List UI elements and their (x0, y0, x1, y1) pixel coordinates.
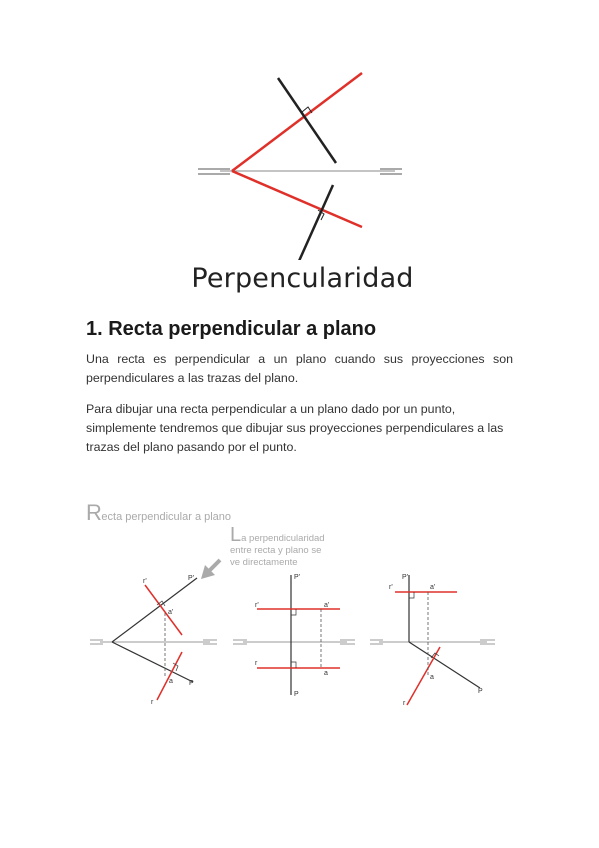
label-r-prime: r' (143, 578, 147, 585)
diagram-descending-plane (370, 574, 495, 707)
figure-note-line2: entre recta y plano se (230, 545, 322, 556)
label-p-prime: P' (188, 575, 195, 582)
note-arrow-icon (201, 560, 220, 579)
perpendicularity-diagram (190, 60, 420, 260)
label-p: P (478, 688, 483, 695)
label-p-prime: P' (294, 574, 301, 581)
label-a-prime: a' (168, 609, 174, 616)
figure-title-rest: ecta perpendicular a plano (101, 511, 232, 523)
label-a: a (430, 674, 434, 681)
figure-note-line1: a perpendicularidad (241, 533, 325, 544)
label-r: r (255, 660, 258, 667)
label-p: P (189, 680, 194, 687)
figure-note-initial: L (230, 524, 242, 546)
label-r-prime: r' (255, 602, 259, 609)
label-p-prime: P' (402, 574, 409, 581)
diagram-profile-plane (233, 574, 355, 698)
figure-title-initial: R (86, 500, 102, 525)
label-r-prime: r' (389, 584, 393, 591)
paragraph-definition: Una recta es perpendicular a un plano cuando sus proyecciones son perpendiculares a las trazas del plano. (86, 352, 513, 385)
diagram-oblique-plane (90, 575, 217, 706)
label-r: r (403, 700, 406, 707)
label-p: P (294, 691, 299, 698)
section-heading: 1. Recta perpendicular a plano (86, 318, 377, 340)
label-a-prime: a' (324, 602, 330, 609)
hero-illustration (190, 60, 420, 305)
technical-drawing (85, 495, 505, 715)
label-a-prime: a' (430, 584, 436, 591)
label-a: a (169, 678, 173, 685)
figure-note-line3: ve directamente (230, 557, 298, 568)
hero-title: Perpencularidad (191, 263, 414, 294)
label-a: a (324, 670, 328, 677)
label-r: r (151, 699, 154, 706)
paragraph-method: Para dibujar una recta perpendicular a un plano dado por un punto, simplemente tendremos que dibujar sus proyecciones perpendiculares a las trazas del plano pasando por el punto. (86, 402, 504, 454)
